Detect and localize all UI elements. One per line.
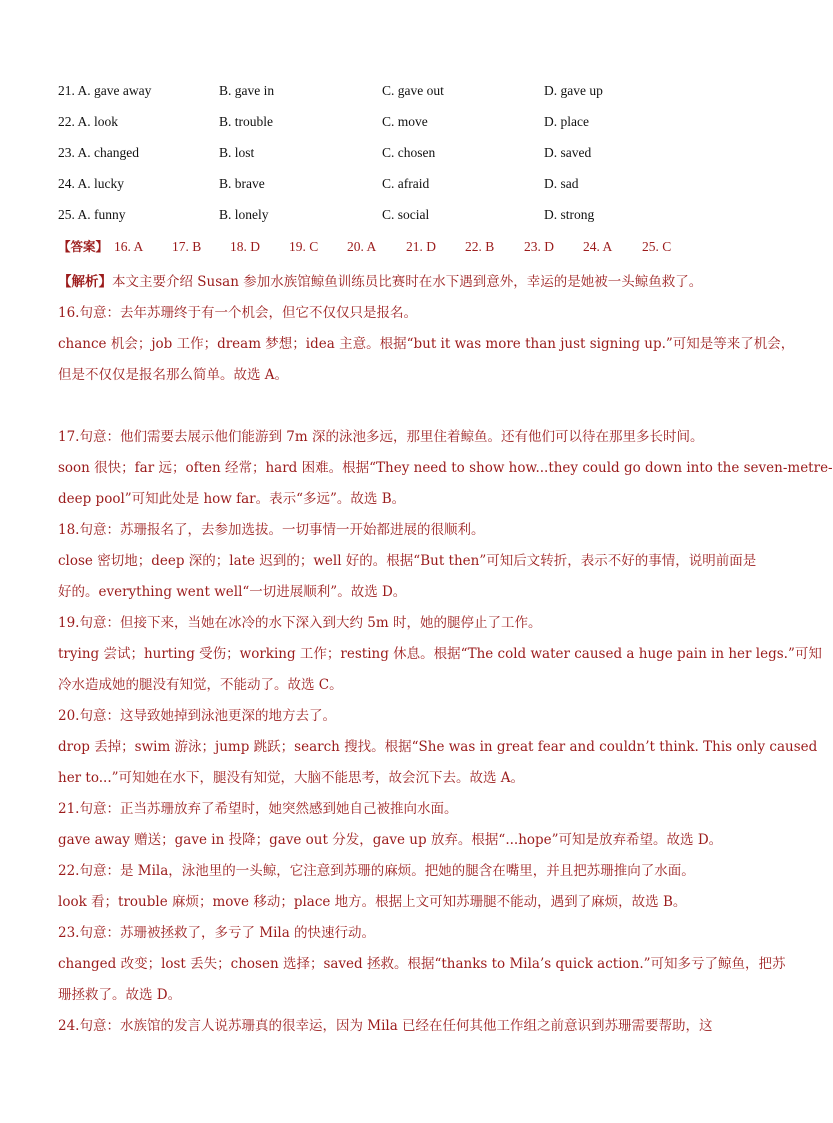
option-a: 24. A. lucky [58,176,125,191]
answer-item: 25. C [642,239,672,254]
option-d: D. sad [544,176,579,191]
option-b: B. gave in [219,83,275,98]
option-a: 21. A. gave away [58,83,152,98]
analysis-line: 17.句意：他们需要去展示他们能游到 7m 深的泳池多远，那里住着鲸鱼。还有他们可以待在那里多长时间。 [58,429,704,445]
analysis-line: close 密切地；deep 深的；late 迟到的；well 好的。根据“But then”可知后文转折，表示不好的事情，说明前面是 [58,553,757,569]
option-d: D. strong [544,207,595,222]
analysis-line: changed 改变；lost 丢失；chosen 选择；saved 拯救。根据“thanks to Mila’s quick action.”可知多亏了鲸鱼，把苏 [58,956,786,972]
option-c: C. chosen [382,145,436,160]
answer-item: 22. B [465,239,495,254]
option-row-23 [58,142,748,173]
answer-item: 21. D [406,239,436,254]
answer-item: 19. C [289,239,319,254]
analysis-line: trying 尝试；hurting 受伤；working 工作；resting 休息。根据“The cold water caused a huge pain in her legs.”可知 [58,646,822,662]
option-b: B. brave [219,176,265,191]
analysis-blank-line [58,391,738,422]
analysis-line: 24.句意：水族馆的发言人说苏珊真的很幸运，因为 Mila 已经在任何其他工作组之前意识到苏珊需要帮助，这 [58,1018,713,1034]
analysis-line: 珊拯救了。故选 D。 [58,987,182,1003]
option-row-21 [58,80,748,111]
analysis-line: 19.句意：但接下来，当她在冰冷的水下深入到大约 5m 时，她的腿停止了工作。 [58,615,542,631]
analysis-tag: 【解析】 [58,274,112,290]
analysis-intro: 【解析】本文主要介绍 Susan 参加水族馆鲸鱼训练员比赛时在水下遇到意外，幸运的是她被一头鲸鱼救了。 [58,274,703,290]
option-c: C. move [382,114,428,129]
analysis-line: 20.句意：这导致她掉到泳池更深的地方去了。 [58,708,336,724]
analysis-line: 22.句意：是 Mila，泳池里的一头鲸，它注意到苏珊的麻烦。把她的腿含在嘴里，并且把苏珊推向了水面。 [58,863,695,879]
answer-item: 17. B [172,239,202,254]
option-a: 23. A. changed [58,145,139,160]
answer-item: 16. A [114,239,144,254]
option-a: 25. A. funny [58,207,126,222]
analysis-line: gave away 赠送；gave in 投降；gave out 分发，gave up 放弃。根据“...hope”可知是放弃希望。故选 D。 [58,832,723,848]
option-c: C. afraid [382,176,430,191]
analysis-line: 23.句意：苏珊被拯救了，多亏了 Mila 的快速行动。 [58,925,376,941]
analysis-line: 但是不仅仅是报名那么简单。故选 A。 [58,367,289,383]
analysis-line: her to...”可知她在水下，腿没有知觉，大脑不能思考，故会沉下去。故选 A。 [58,770,525,786]
answer-item: 20. A [347,239,377,254]
analysis-line: look 看；trouble 麻烦；move 移动；place 地方。根据上文可知苏珊腿不能动，遇到了麻烦，故选 B。 [58,894,687,910]
option-row-22 [58,111,748,142]
analysis-line: soon 很快；far 远；often 经常；hard 困难。根据“They need to show how...they could go down into the seven-metre- [58,460,833,476]
analysis-line: 好的。everything went well“一切进展顺利”。故选 D。 [58,584,407,600]
analysis-line: 16.句意：去年苏珊终于有一个机会，但它不仅仅只是报名。 [58,305,417,321]
answer-item: 24. A [583,239,613,254]
option-d: D. place [544,114,589,129]
option-a: 22. A. look [58,114,119,129]
answer-key [58,236,748,258]
analysis-block [58,267,833,1042]
option-row-24 [58,173,748,204]
options-block [58,80,748,235]
option-c: C. social [382,207,430,222]
analysis-line: 18.句意：苏珊报名了，去参加选拔。一切事情一开始都进展的很顺利。 [58,522,485,538]
answer-item: 18. D [230,239,260,254]
option-row-25 [58,204,748,235]
option-b: B. trouble [219,114,273,129]
option-d: D. gave up [544,83,603,98]
analysis-line: 21.句意：正当苏珊放弃了希望时，她突然感到她自己被推向水面。 [58,801,458,817]
analysis-line: drop 丢掉；swim 游泳；jump 跳跃；search 搜找。根据“She was in great fear and couldn’t think. This only caused [58,739,818,755]
option-d: D. saved [544,145,592,160]
analysis-line: deep pool”可知此处是 how far。表示“多远”。故选 B。 [58,491,406,507]
answer-tag: 【答案】 [58,239,109,254]
answer-item: 23. D [524,239,554,254]
option-b: B. lonely [219,207,269,222]
analysis-line: chance 机会；job 工作；dream 梦想；idea 主意。根据“but it was more than just signing up.”可知是等来了机会， [58,336,795,352]
option-c: C. gave out [382,83,444,98]
option-b: B. lost [219,145,255,160]
analysis-line: 冷水造成她的腿没有知觉，不能动了。故选 C。 [58,677,343,693]
